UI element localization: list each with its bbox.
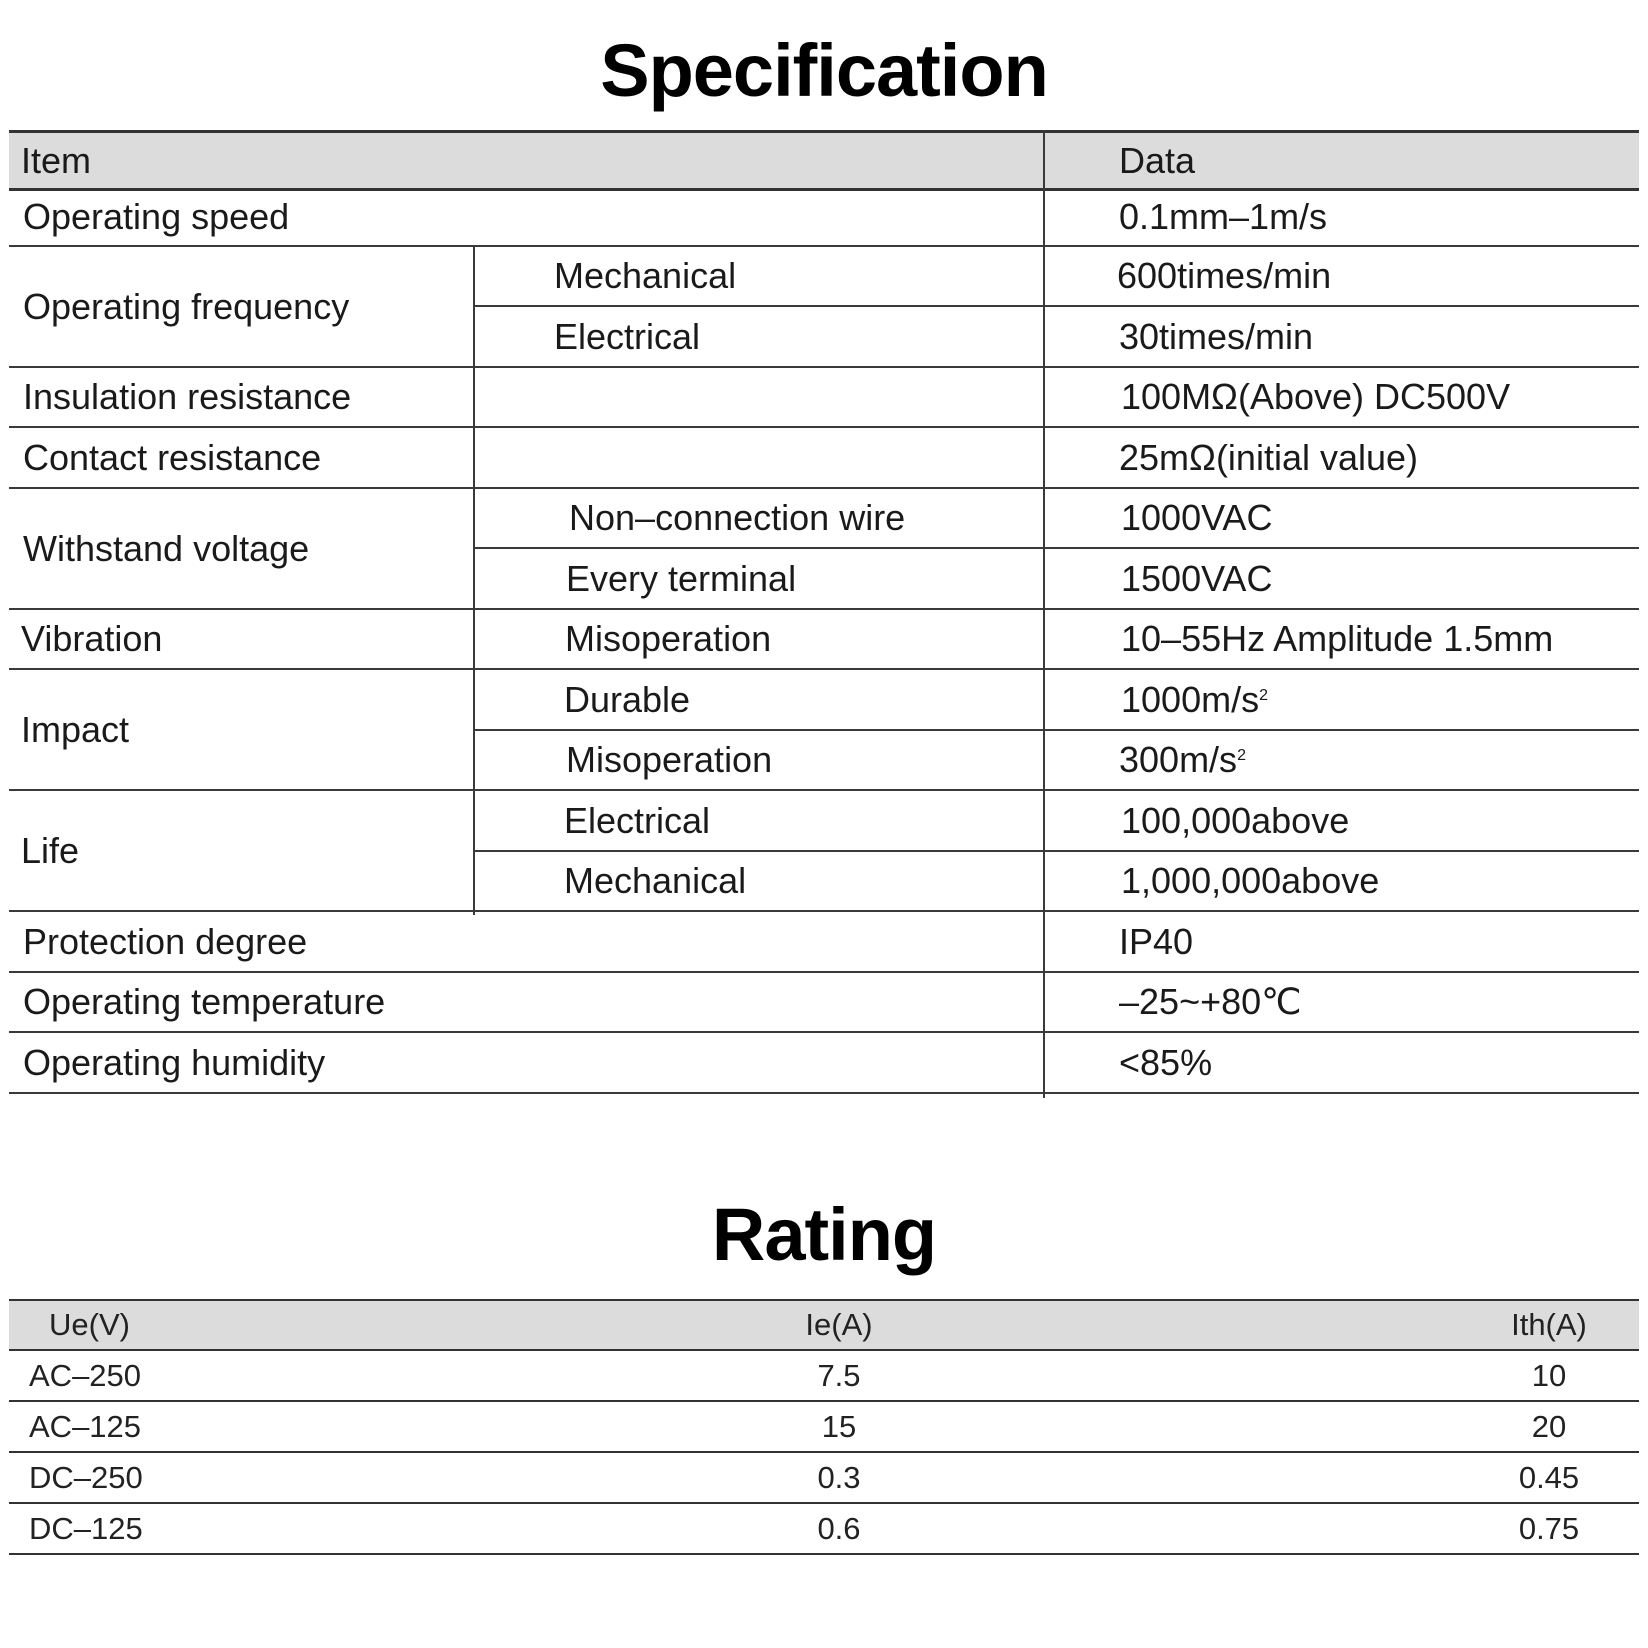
sub-life-electrical: Electrical <box>564 799 711 841</box>
cell-ith: 20 <box>1531 1408 1567 1444</box>
label-insulation-resistance: Insulation resistance <box>23 376 352 417</box>
cell-ie: 7.5 <box>817 1357 861 1393</box>
subrow-impact-misoperation <box>9 730 1639 790</box>
value-life-electrical: 100,000above <box>1121 799 1350 841</box>
sub-electrical: Electrical <box>554 315 701 357</box>
value-protection-degree: IP40 <box>1119 920 1194 962</box>
value-insulation-resistance: 100MΩ(Above) DC500V <box>1121 376 1511 417</box>
value-life-mechanical: 1,000,000above <box>1121 860 1380 901</box>
subrow-frequency-electrical <box>9 306 1639 367</box>
cell-ue: AC–125 <box>29 1408 142 1444</box>
label-operating-humidity: Operating humidity <box>23 1041 326 1083</box>
row-operating-humidity <box>9 1032 1639 1093</box>
sub-durable: Durable <box>564 678 691 720</box>
label-operating-speed: Operating speed <box>23 196 290 237</box>
rating-row <box>9 1402 1639 1453</box>
value-impact-misoperation <box>1119 730 1246 790</box>
subrow-every-terminal <box>9 548 1639 609</box>
rating-header-row <box>9 1299 1639 1351</box>
value-contact-resistance: 25mΩ(initial value) <box>1119 436 1419 478</box>
sub-non-connection-wire: Non–connection wire <box>569 497 906 538</box>
row-operating-temperature <box>9 972 1639 1032</box>
sub-life-mechanical: Mechanical <box>564 860 747 901</box>
value-operating-temperature: –25~+80℃ <box>1119 981 1302 1022</box>
specification-title: Specification <box>600 29 1048 112</box>
cell-ith: 0.45 <box>1518 1459 1580 1495</box>
row-vibration <box>9 609 1639 669</box>
subrow-life-mechanical <box>9 851 1639 911</box>
exponent: 2 <box>1259 686 1268 704</box>
label-withstand-voltage: Withstand voltage <box>23 527 310 569</box>
cell-ie: 0.6 <box>817 1510 861 1546</box>
rating-title: Rating <box>711 1193 937 1276</box>
header-ie: Ie(A) <box>805 1307 873 1342</box>
header-ue: Ue(V) <box>49 1307 130 1342</box>
row-protection-degree <box>9 911 1639 972</box>
value-frequency-electrical: 30times/min <box>1119 315 1314 357</box>
label-protection-degree: Protection degree <box>23 920 308 962</box>
cell-ith: 10 <box>1531 1357 1567 1393</box>
cell-ue: AC–250 <box>29 1357 142 1393</box>
cell-ie: 15 <box>821 1408 857 1444</box>
label-life: Life <box>21 829 80 871</box>
sub-mechanical: Mechanical <box>554 255 737 296</box>
header-data: Data <box>1119 139 1196 181</box>
label-impact: Impact <box>21 708 130 750</box>
cell-ue: DC–125 <box>29 1510 143 1546</box>
value-frequency-mechanical: 600times/min <box>1117 255 1332 296</box>
subrow-life-electrical <box>9 790 1639 851</box>
spec-header-row <box>9 130 1639 191</box>
row-operating-speed <box>9 188 1639 246</box>
rating-row <box>9 1453 1639 1504</box>
exponent: 2 <box>1237 747 1246 764</box>
value-operating-humidity: <85% <box>1119 1041 1213 1083</box>
value-non-connection-wire: 1000VAC <box>1121 497 1273 538</box>
sub-every-terminal: Every terminal <box>566 557 797 599</box>
label-operating-temperature: Operating temperature <box>23 981 386 1022</box>
value-impact-durable-text: 1000m/s <box>1121 678 1260 720</box>
value-vibration: 10–55Hz Amplitude 1.5mm <box>1121 618 1554 659</box>
value-impact-misoperation-text: 300m/s <box>1119 739 1238 780</box>
subrow-non-connection-wire <box>9 488 1639 548</box>
value-every-terminal: 1500VAC <box>1121 557 1273 599</box>
rating-row <box>9 1504 1639 1555</box>
value-operating-speed: 0.1mm–1m/s <box>1119 196 1328 237</box>
label-operating-frequency: Operating frequency <box>23 285 350 327</box>
cell-ith: 0.75 <box>1518 1510 1580 1546</box>
row-insulation-resistance <box>9 367 1639 427</box>
sub-vibration-misoperation: Misoperation <box>565 618 772 659</box>
value-impact-durable <box>1121 669 1268 730</box>
label-vibration: Vibration <box>21 618 163 659</box>
label-contact-resistance: Contact resistance <box>23 436 322 478</box>
cell-ue: DC–250 <box>29 1459 143 1495</box>
row-contact-resistance <box>9 427 1639 488</box>
rating-row <box>9 1351 1639 1402</box>
sub-impact-misoperation: Misoperation <box>566 739 773 780</box>
subrow-impact-durable <box>9 669 1639 730</box>
header-ith: Ith(A) <box>1511 1307 1587 1342</box>
header-item: Item <box>21 139 92 181</box>
subrow-frequency-mechanical <box>9 246 1639 306</box>
cell-ie: 0.3 <box>817 1459 861 1495</box>
